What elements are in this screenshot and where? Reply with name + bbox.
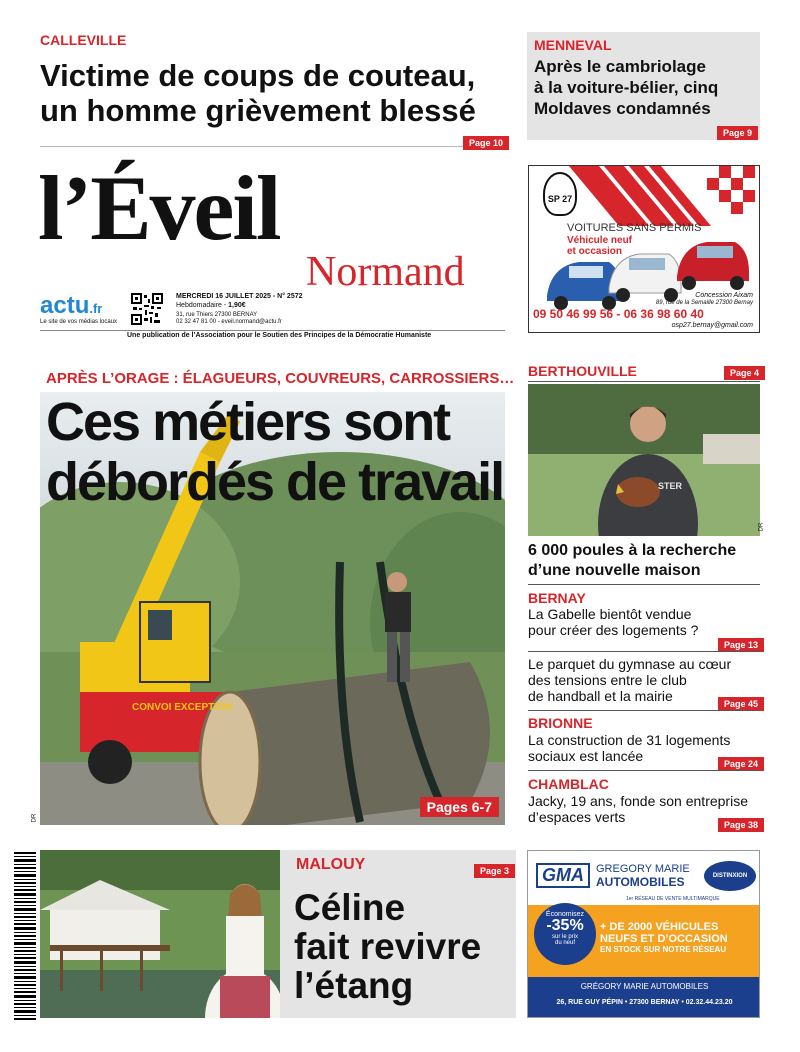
malouy-panel[interactable] [40, 850, 516, 1018]
headline-line: d’une nouvelle maison [528, 562, 701, 579]
price: 1,90€ [228, 302, 246, 309]
gma-name-1: GREGORY MARIE [596, 863, 690, 875]
offer-line: EN STOCK SUR NOTRE RÉSEAU [600, 945, 727, 954]
gma-footer-address: 26, RUE GUY PÉPIN • 27300 BERNAY • 02.32.44.23.20 [556, 999, 733, 1006]
gma-offer [600, 921, 728, 954]
actu-tagline: Le site de vos médias locaux [40, 319, 118, 325]
barcode-icon [14, 852, 36, 1022]
kicker-menneval: MENNEVAL [534, 37, 612, 53]
gma-promo-circle [534, 903, 596, 965]
main-kicker: APRÈS L’ORAGE : ÉLAGUEURS, COUVREURS, CARROSSIERS… [46, 370, 515, 387]
frequency-label: Hebdomadaire - [176, 302, 229, 309]
page-badge: Page 10 [463, 136, 509, 150]
car-red-icon [677, 242, 749, 290]
issue-info [176, 293, 376, 325]
item-line: de handball et la mairie [528, 688, 673, 704]
page-badge: Page 3 [474, 864, 515, 878]
main-pages-badge: Pages 6-7 [420, 797, 499, 817]
gma-footer-name: GRÉGORY MARIE AUTOMOBILES [580, 982, 709, 991]
headline-line: débordés de travail [46, 452, 504, 512]
ad-voitures-sans-permis[interactable] [528, 165, 760, 333]
promo-b: -35% [546, 917, 584, 934]
gma-tagline: 1er RÉSEAU DE VENTE MULTIMARQUE [626, 896, 720, 902]
ad-line2: Véhicule neuf [567, 235, 633, 246]
headline-line: Ces métiers sont [46, 392, 450, 452]
ad-line1: VOITURES SANS PERMIS [567, 222, 702, 234]
berthouville-photo-scene [528, 384, 760, 536]
kicker-malouy: MALOUY [296, 856, 366, 873]
berthouville-credit: DR [758, 522, 765, 532]
publisher-line: Une publication de l’Association pour le Soutien des Principes de la Démocratie Humaniste [127, 332, 432, 339]
ad-logo-text: SP 27 [547, 194, 573, 204]
malouy-photo-scene [40, 850, 280, 1018]
page-badge: Page 24 [718, 757, 764, 771]
gma-footer [528, 977, 760, 1018]
page-badge: Page 38 [718, 818, 764, 832]
item-line: La construction de 31 logements [528, 732, 731, 748]
page-badge: Page 4 [724, 366, 765, 380]
divider [40, 330, 505, 331]
kicker-berthouville: BERTHOUVILLE [528, 363, 637, 379]
actu-logo-text: actu [40, 292, 90, 319]
ad-address: 89, rue de la Semaille 27300 Bernay [655, 300, 753, 306]
item-line: des tensions entre le club [528, 672, 687, 688]
malouy-headline [294, 888, 481, 1005]
masthead-title: l’Éveil [38, 157, 280, 259]
photo-credit: DR [31, 813, 38, 823]
promo-c: sur le prix [551, 934, 578, 940]
gma-badge: DISTINXION [704, 861, 756, 891]
item-line: d’espaces verts [528, 809, 626, 825]
page-badge: Page 45 [718, 697, 764, 711]
issue-date: MERCREDI 16 JUILLET 2025 - N° 2572 [176, 293, 303, 300]
headline-menneval [534, 56, 758, 119]
item-line: Le parquet du gymnase au cœur [528, 656, 732, 672]
headline-line: l’étang [294, 965, 414, 1006]
ad-line3: et occasion [567, 246, 623, 257]
gma-name-2: AUTOMOBILES [596, 875, 685, 889]
headline-line: un homme grièvement blessé [40, 93, 476, 128]
ad-phones: 09 50 46 99 56 - 06 36 98 60 40 [533, 307, 704, 321]
issue-address: 31, rue Thiers 27300 BERNAY [176, 312, 258, 318]
car-white-icon [609, 254, 681, 302]
page-badge: Page 9 [717, 126, 758, 140]
divider [528, 770, 760, 771]
gma-logo: GMA [536, 863, 590, 888]
item-line: Jacky, 19 ans, fonde son entreprise [528, 793, 748, 809]
main-headline [46, 392, 503, 512]
issue-contact: 02 32 47 81 00 - eveil.normand@actu.fr [176, 319, 282, 325]
divider [528, 584, 760, 585]
ad-email: osp27.bernay@gmail.com [671, 322, 753, 329]
kicker-chamblac: CHAMBLAC [528, 776, 609, 792]
ad-dealer: Concession Aixam [695, 292, 753, 299]
headline-calleville[interactable] [40, 58, 510, 128]
actu-logo-tld: .fr [89, 301, 103, 316]
issue-frequency [176, 302, 376, 309]
offer-line: NEUFS ET D’OCCASION [600, 933, 728, 945]
berthouville-photo[interactable] [528, 384, 760, 536]
kicker-bernay: BERNAY [528, 590, 586, 606]
ad-logo-badge [543, 172, 577, 216]
divider [528, 710, 760, 711]
item-line: sociaux est lancée [528, 748, 644, 764]
divider [528, 381, 760, 382]
divider [40, 146, 505, 147]
headline-line: Céline [294, 887, 406, 928]
berthouville-headline[interactable] [528, 541, 736, 581]
divider [528, 651, 760, 652]
malouy-photo [40, 850, 280, 1018]
actu-logo[interactable] [40, 292, 102, 320]
menneval-panel[interactable] [527, 32, 760, 140]
headline-line: fait revivre [294, 926, 482, 967]
kicker-calleville: CALLEVILLE [40, 32, 127, 48]
truck-label: CONVOI EXCEPTION [132, 702, 233, 713]
headline-line: Moldaves condamnés [534, 99, 711, 118]
promo-d: du neuf [554, 940, 576, 946]
masthead-subtitle: Normand [306, 249, 465, 295]
shirt-print: STER [658, 481, 683, 491]
item-line: pour créer des logements ? [528, 622, 699, 638]
qr-code-icon[interactable] [131, 293, 163, 325]
headline-line: Victime de coups de couteau, [40, 58, 476, 93]
offer-line: + DE 2000 VÉHICULES [600, 921, 719, 933]
ad-gma[interactable] [527, 850, 760, 1018]
main-photo[interactable] [40, 392, 505, 825]
kicker-brionne: BRIONNE [528, 715, 593, 731]
headline-line: Après le cambriolage [534, 57, 706, 76]
page-badge: Page 13 [718, 638, 764, 652]
headline-line: 6 000 poules à la recherche [528, 542, 737, 559]
item-line: La Gabelle bientôt vendue [528, 606, 692, 622]
headline-line: à la voiture-bélier, cinq [534, 78, 719, 97]
promo-a: Économisez [545, 911, 585, 918]
sidebar-item-gabelle[interactable] [528, 606, 760, 638]
